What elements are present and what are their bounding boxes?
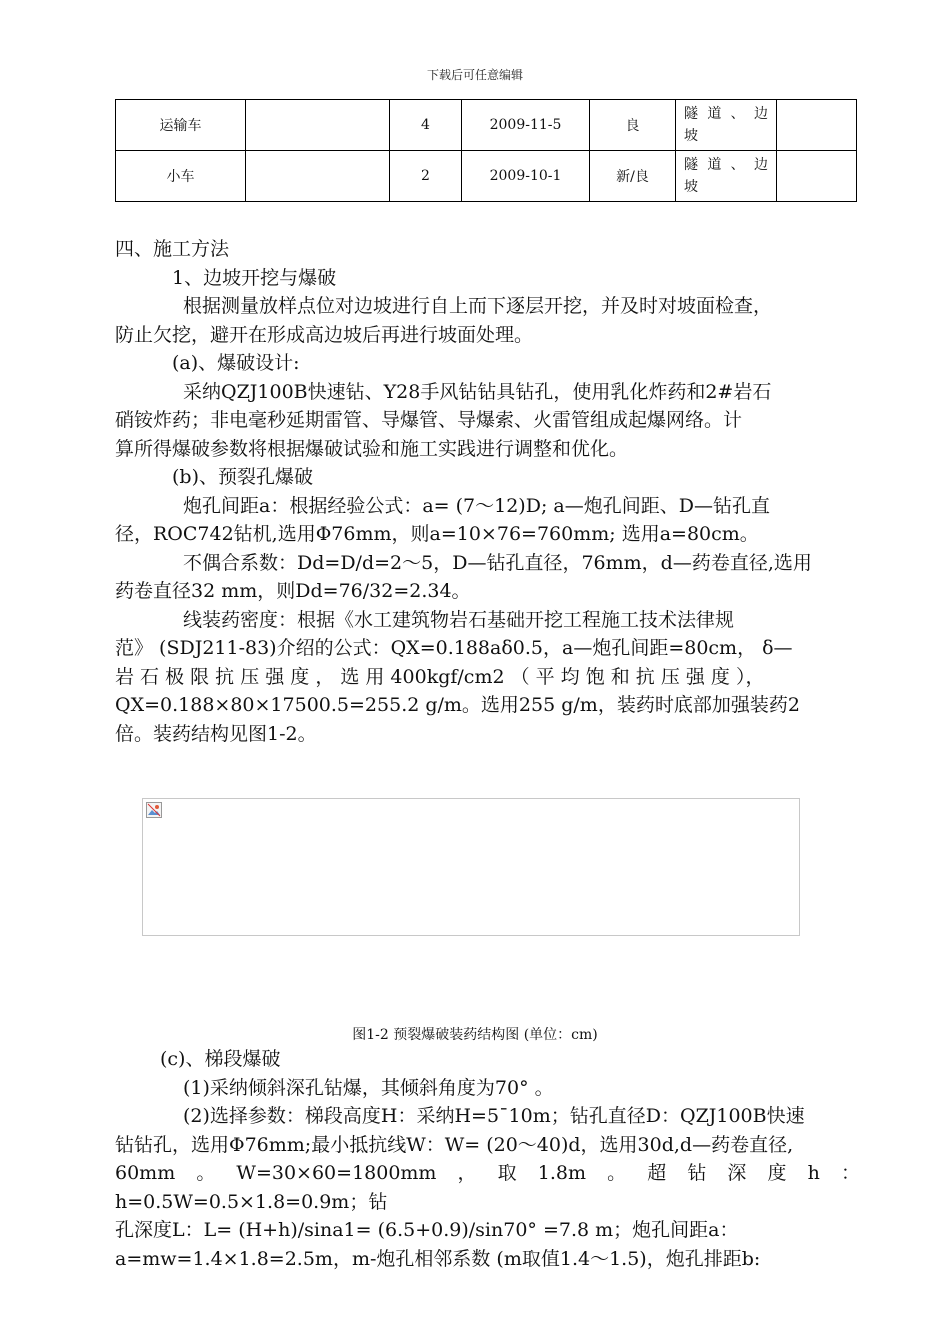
use-line-2: 坡 bbox=[684, 128, 698, 144]
paragraph-line: 倍。装药结构见图1-2。 bbox=[115, 722, 317, 745]
broken-image-icon bbox=[146, 802, 162, 818]
table-row bbox=[116, 100, 857, 151]
equipment-qty-cell: 4 bbox=[390, 100, 462, 151]
paragraph-line: a=mw=1.4×1.8=2.5m，m-炮孔相邻系数 (m取值1.4～1.5)，炮孔排距b: bbox=[115, 1247, 761, 1270]
subsection-title: (b)、预裂孔爆破 bbox=[172, 466, 313, 488]
use-line-1: 隧 道 、 边 bbox=[684, 157, 768, 173]
paragraph-line: 岩 石 极 限 抗 压 强 度 ， 选 用 400kgf/cm2 （ 平 均 饱 和 抗 压 强 度 ）， bbox=[115, 665, 765, 688]
paragraph-line: (2)选择参数：梯段高度H：采纳H=5¯10m；钻孔直径D：QZJ100B快速 bbox=[183, 1105, 805, 1127]
paragraph-line: 径，ROC742钻机,选用Φ76mm，则a=10×76=760mm; 选用a=80cm。 bbox=[115, 523, 759, 545]
equipment-date-cell: 2009-10-1 bbox=[462, 151, 590, 202]
paragraph-line: 采纳QZJ100B快速钻、Y28手风钻钻具钻孔，使用乳化炸药和2#岩石 bbox=[183, 380, 772, 403]
page-header-note: 下载后可任意编辑 bbox=[426, 68, 523, 82]
equipment-condition-cell: 良 bbox=[590, 100, 676, 151]
equipment-use-cell bbox=[676, 151, 777, 202]
construction-method-section bbox=[115, 235, 860, 748]
equipment-name-cell: 运输车 bbox=[116, 100, 246, 151]
paragraph-line: 不偶合系数：Dd=D/d=2～5，D—钻孔直径，76mm，d—药卷直径,选用 bbox=[183, 551, 812, 574]
equipment-name-cell: 小车 bbox=[116, 151, 246, 202]
equipment-condition-cell: 新/良 bbox=[590, 151, 676, 202]
paragraph-line: 线装药密度：根据《水工建筑物岩石基础开挖工程施工技术法律规 bbox=[183, 608, 735, 631]
paragraph-line: 60mm。W=30×60=1800mm，取1.8m。超钻深度h：h=0.5W=0.5×1.8=0.9m；钻 bbox=[115, 1162, 860, 1213]
equipment-use-cell bbox=[676, 100, 777, 151]
use-line-2: 坡 bbox=[684, 179, 698, 195]
table-row bbox=[116, 151, 857, 202]
equipment-table bbox=[115, 99, 857, 202]
figure-caption: 图1-2 预裂爆破装药结构图 (单位：cm) bbox=[352, 1027, 598, 1043]
paragraph-line: 药卷直径32 mm，则Dd=76/32=2.34。 bbox=[115, 580, 471, 602]
paragraph-line: 炮孔间距a：根据经验公式：a= (7～12)D; a—炮孔间距、D—钻孔直 bbox=[183, 494, 770, 517]
equipment-remark-cell bbox=[777, 151, 857, 202]
paragraph-line: 算所得爆破参数将根据爆破试验和施工实践进行调整和优化。 bbox=[115, 437, 629, 460]
equipment-remark-cell bbox=[777, 100, 857, 151]
section-title: 四、施工方法 bbox=[115, 238, 230, 260]
equipment-model-cell bbox=[246, 151, 390, 202]
equipment-model-cell bbox=[246, 100, 390, 151]
subsection-title: (c)、梯段爆破 bbox=[160, 1048, 281, 1070]
use-line-1: 隧 道 、 边 bbox=[684, 106, 768, 122]
subsection-title: 1、边坡开挖与爆破 bbox=[172, 266, 337, 289]
paragraph-line: 孔深度L：L= (H+h)/sina1= (6.5+0.9)/sin70° =7.8 m；炮孔间距a： bbox=[115, 1219, 739, 1241]
bench-blasting-section bbox=[115, 1045, 860, 1273]
equipment-date-cell: 2009-11-5 bbox=[462, 100, 590, 151]
subsection-title: (a)、爆破设计: bbox=[172, 352, 300, 374]
paragraph-line: 防止欠挖，避开在形成高边坡后再进行坡面处理。 bbox=[115, 323, 534, 346]
equipment-qty-cell: 2 bbox=[390, 151, 462, 202]
paragraph-line: 钻钻孔，选用Φ76mm;最小抵抗线W：W= (20～40)d，选用30d,d—药卷直径, bbox=[115, 1133, 794, 1156]
paragraph-line: 硝铵炸药；非电毫秒延期雷管、导爆管、导爆索、火雷管组成起爆网络。计 bbox=[115, 409, 743, 431]
figure-placeholder bbox=[142, 798, 800, 936]
paragraph-line: 根据测量放样点位对边坡进行自上而下逐层开挖，并及时对坡面检查， bbox=[183, 295, 773, 317]
paragraph-line: 范》 (SDJ211-83)介绍的公式：QX=0.188aδ0.5，a—炮孔间距=80cm， δ— bbox=[115, 637, 793, 659]
paragraph-line: (1)采纳倾斜深孔钻爆，其倾斜角度为70° 。 bbox=[183, 1076, 554, 1099]
paragraph-line: QX=0.188×80×17500.5=255.2 g/m。选用255 g/m，装药时底部加强装药2 bbox=[115, 694, 800, 716]
